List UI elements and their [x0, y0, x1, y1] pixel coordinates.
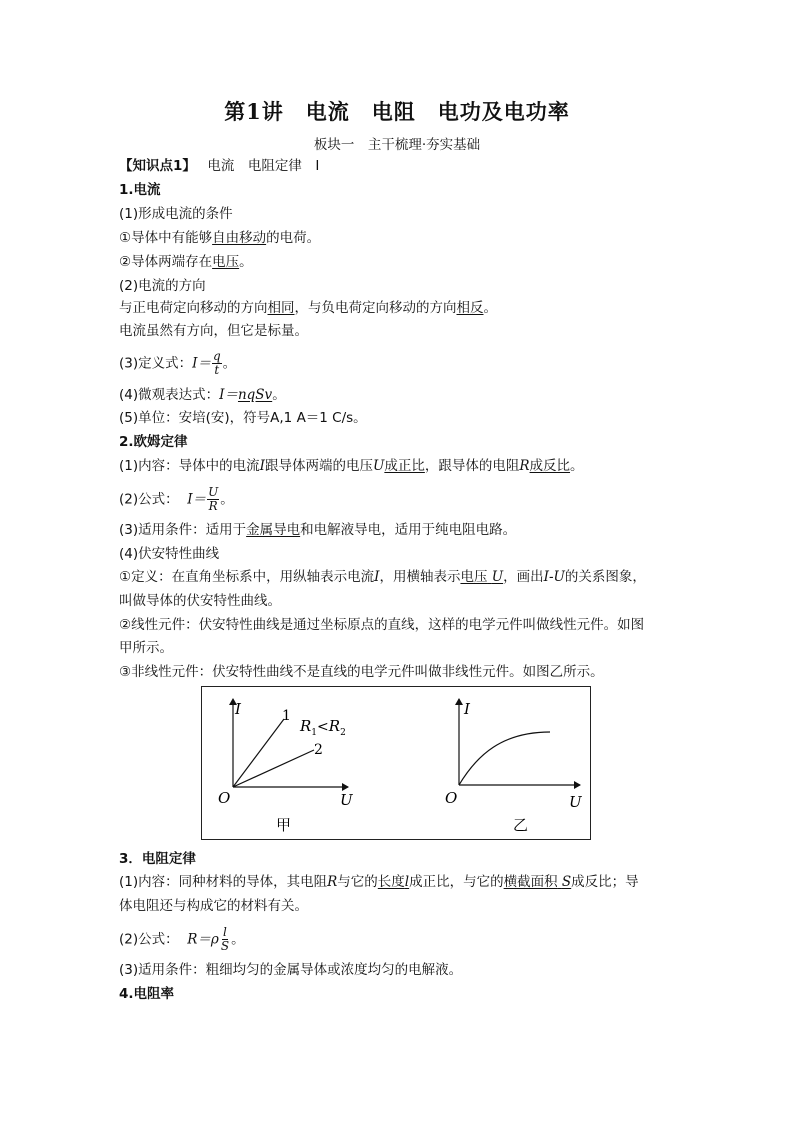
- section-4-heading: 4.电阻率: [119, 986, 175, 1002]
- fraction: [212, 350, 222, 377]
- section-2-heading: 2.欧姆定律: [119, 434, 188, 450]
- text: 。: [220, 491, 234, 508]
- iv-curve-figure: [201, 686, 591, 840]
- text: 。: [239, 254, 253, 270]
- text: 横截面积: [503, 874, 558, 890]
- section-3-heading: 3．电阻定律: [119, 851, 196, 867]
- underlined-answer: 自由移动: [212, 230, 267, 246]
- less-than: <: [317, 719, 329, 735]
- text: ，画出: [503, 569, 544, 585]
- text: (3)定义式：: [119, 355, 193, 372]
- figure-caption-yi: 乙: [513, 816, 529, 834]
- knowledge-point-tag: 【知识点1】: [119, 158, 190, 174]
- text: 和电解液导电，适用于纯电阻电路。: [300, 522, 517, 538]
- x-axis-label: U: [569, 793, 582, 811]
- s1-line-7: [119, 350, 236, 377]
- text: (1)内容：导体中的电流: [119, 458, 260, 474]
- graph-jia: [218, 699, 354, 834]
- s1-line-3: [119, 253, 253, 271]
- y-axis-label: I: [464, 700, 470, 718]
- r-symbol: R: [300, 717, 312, 735]
- fraction-numerator: l: [223, 925, 227, 939]
- variable: R: [327, 874, 338, 890]
- s1-line-1: (1)形成电流的条件: [119, 206, 233, 222]
- formula-lhs: R＝ρ: [187, 931, 219, 948]
- variable: I: [374, 569, 380, 585]
- line-1-label: 1: [282, 708, 291, 724]
- text: (3)适用条件：适用于: [119, 522, 247, 538]
- s3-line-3: [119, 926, 245, 953]
- underlined-answer: nqSv: [237, 387, 273, 403]
- text: 。: [483, 300, 497, 316]
- knowledge-point-heading: [119, 157, 319, 175]
- r-symbol: R: [328, 717, 341, 735]
- text: 。: [272, 387, 286, 403]
- s2-line-6: 叫做导体的伏安特性曲线。: [119, 593, 281, 609]
- fraction: [207, 486, 219, 513]
- underlined-answer: 成反比: [529, 458, 571, 474]
- formula-lhs: I＝: [219, 387, 238, 403]
- fraction-numerator: U: [208, 485, 219, 499]
- text: ①定义：在直角坐标系中，用纵轴表示电流: [119, 569, 375, 585]
- variable: R: [519, 458, 530, 474]
- subscript: 2: [340, 728, 346, 738]
- section-subtitle: 板块一 主干梳理·夯实基础: [313, 137, 481, 153]
- variable: U: [372, 458, 385, 474]
- figure-caption-jia: 甲: [276, 816, 292, 834]
- s2-line-5: [119, 568, 646, 586]
- text: 与正电荷定向移动的方向: [119, 300, 268, 316]
- page-title: 第1讲 电流 电阻 电功及电功率: [224, 99, 570, 124]
- origin-label: O: [445, 789, 458, 807]
- fraction-numerator: q: [212, 349, 221, 363]
- iv-curve-diagrams: [202, 687, 592, 841]
- origin-label: O: [218, 789, 231, 807]
- fraction: [220, 926, 230, 953]
- underlined-answer: 成正比: [384, 458, 425, 474]
- text: ①导体中有能够: [119, 230, 213, 246]
- s1-line-8: [119, 386, 286, 404]
- text: 跟导体两端的电压: [264, 458, 373, 474]
- formula-lhs: I＝: [187, 491, 207, 508]
- s2-line-7: ②线性元件：伏安特性曲线是通过坐标原点的直线，这样的电学元件叫做线性元件。如图: [119, 617, 645, 633]
- text: 。: [231, 931, 245, 948]
- s3-line-4: (3)适用条件：粗细均匀的金属导体或浓度均匀的电解液。: [119, 962, 463, 978]
- s2-line-4: (4)伏安特性曲线: [119, 546, 220, 562]
- underlined-answer: 相反: [456, 300, 484, 316]
- s1-line-2: [119, 229, 320, 247]
- knowledge-point-name: 电流 电阻定律 Ⅰ: [207, 158, 320, 174]
- graph-yi: [445, 699, 583, 834]
- text: (2)公式：: [119, 491, 179, 508]
- section-1-heading: 1.电流: [119, 182, 161, 198]
- s3-line-1: [119, 873, 639, 891]
- s3-line-2: 体电阻还与构成它的材料有关。: [119, 898, 308, 914]
- s2-line-2: [119, 486, 234, 513]
- underlined-answer: [504, 874, 572, 890]
- underlined-answer: 电压: [212, 254, 240, 270]
- text: 长度: [377, 874, 405, 890]
- text: ，用横轴表示: [379, 569, 461, 585]
- text: (4)微观表达式：: [119, 387, 220, 403]
- text: 与它的: [337, 874, 378, 890]
- fraction-denominator: t: [214, 363, 220, 377]
- text: 成反比；导: [571, 874, 639, 890]
- variable: I-U: [543, 569, 565, 585]
- resistance-relation: [299, 717, 346, 738]
- s2-line-3: [119, 521, 516, 539]
- nonlinear-curve: [459, 732, 550, 785]
- text: 的关系图象，: [564, 569, 646, 585]
- text: ，与负电荷定向移动的方向: [294, 300, 457, 316]
- s1-line-4: (2)电流的方向: [119, 278, 206, 294]
- line-2-label: 2: [314, 742, 323, 758]
- subscript: 1: [311, 728, 318, 738]
- variable: I: [259, 458, 265, 474]
- formula-lhs: I＝: [192, 355, 211, 372]
- line-2: [233, 750, 314, 787]
- underlined-answer: 金属导电: [246, 522, 301, 538]
- s1-line-6: 电流虽然有方向，但它是标量。: [119, 323, 308, 339]
- y-axis-label: I: [235, 700, 241, 718]
- text: 成正比，与它的: [409, 874, 504, 890]
- s2-line-1: [119, 457, 584, 475]
- text: 。: [570, 458, 584, 474]
- text: 电压: [460, 569, 488, 585]
- underlined-answer: [378, 874, 409, 890]
- text: ②导体两端存在: [119, 254, 213, 270]
- text: 的电荷。: [266, 230, 321, 246]
- variable: l: [404, 874, 410, 890]
- text: (1)内容：同种材料的导体，其电阻: [119, 874, 328, 890]
- x-axis-label: U: [340, 791, 353, 809]
- fraction-denominator: R: [208, 499, 218, 513]
- s2-line-8: 甲所示。: [119, 640, 173, 656]
- variable: U: [491, 569, 504, 585]
- line-1: [233, 719, 284, 787]
- text: 。: [222, 355, 237, 372]
- s1-line-5: [119, 299, 497, 317]
- s1-line-9: (5)单位：安培(安)，符号A,1 A＝1 C/s。: [119, 410, 367, 426]
- variable: S: [561, 874, 572, 890]
- fraction-denominator: S: [220, 939, 230, 953]
- text: (2)公式：: [119, 931, 179, 948]
- s2-line-9: ③非线性元件：伏安特性曲线不是直线的电学元件叫做非线性元件。如图乙所示。: [119, 664, 604, 680]
- underlined-answer: 相同: [267, 300, 295, 316]
- underlined-answer: [460, 569, 503, 585]
- text: ，跟导体的电阻: [424, 458, 520, 474]
